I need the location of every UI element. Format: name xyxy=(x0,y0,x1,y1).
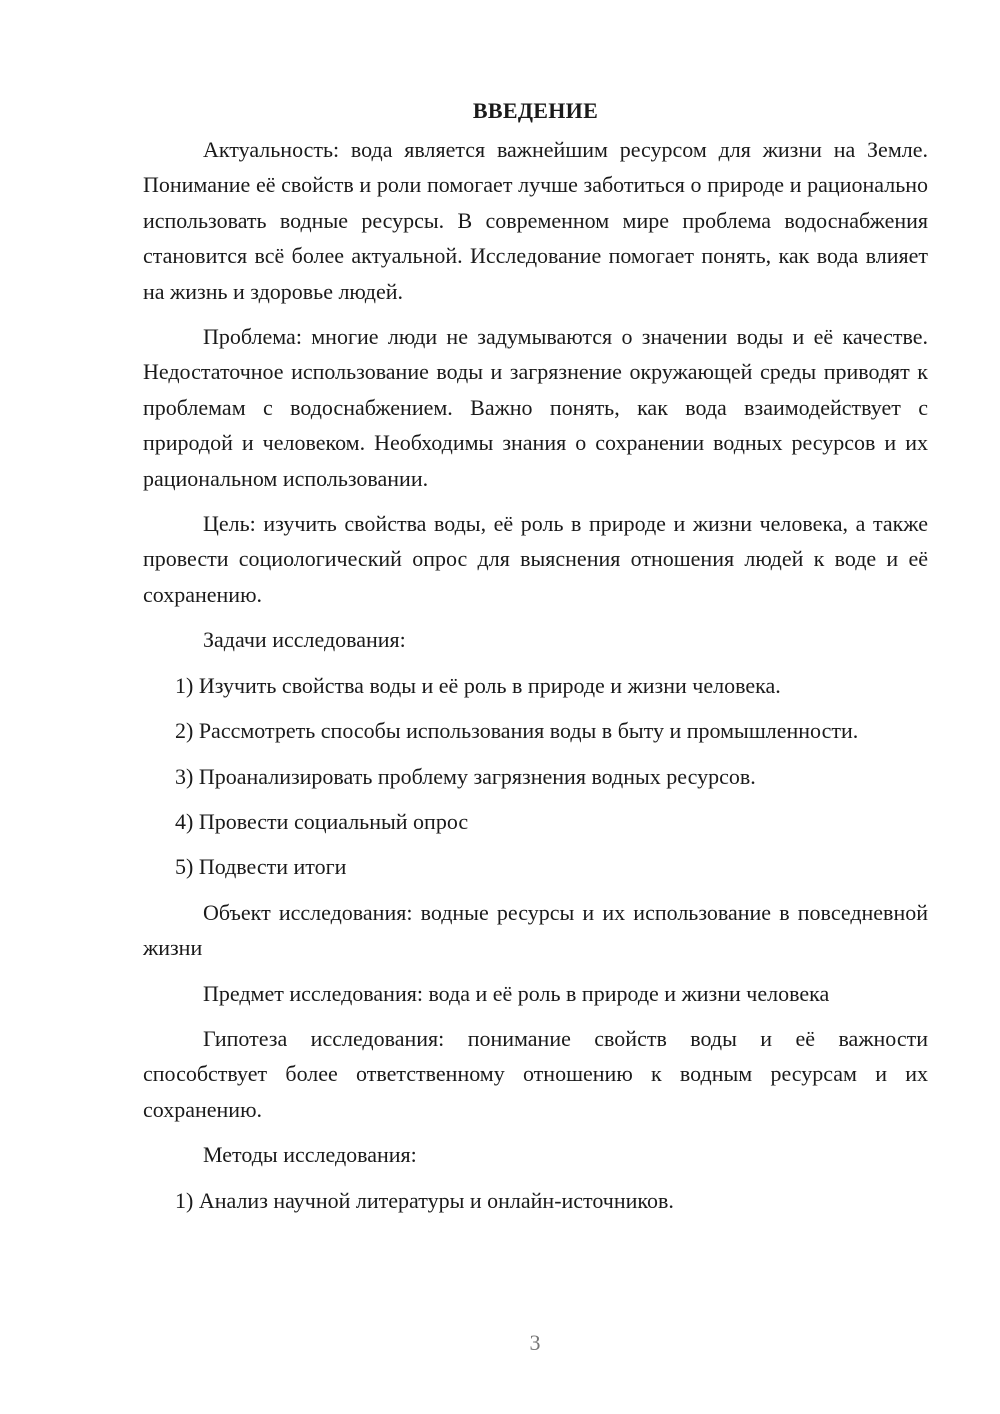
paragraph-hypothesis: Гипотеза исследования: понимание свойств воды и её важности способствует более ответственному отношению к водным ресурсам и их сохранению. xyxy=(143,1025,928,1122)
task-item-2: 2) Рассмотреть способы использования воды в быту и промышленности. xyxy=(175,718,859,744)
page-number: 3 xyxy=(529,1330,541,1355)
paragraph-problem: Проблема: многие люди не задумываются о значении воды и её качестве. Недостаточное использование воды и загрязнение окружающей среды приводят к проблемам с водоснабжением. Важно понять, как вода взаимодействует с природой и человеком. Необходимы знания о сохранении водных ресурсов и их рациональном использовании. xyxy=(143,324,928,491)
task-item-5: 5) Подвести итоги xyxy=(175,854,347,880)
methods-heading: Методы исследования: xyxy=(203,1142,417,1168)
task-item-3: 3) Проанализировать проблему загрязнения водных ресурсов. xyxy=(175,763,756,789)
paragraph-object: Объект исследования: водные ресурсы и их использование в повседневной жизни xyxy=(143,899,928,961)
paragraph-subject: Предмет исследования: вода и её роль в природе и жизни человека xyxy=(203,980,830,1006)
section-title: ВВЕДЕНИЕ xyxy=(472,98,599,123)
method-item-1: 1) Анализ научной литературы и онлайн-источников. xyxy=(175,1187,674,1213)
task-item-1: 1) Изучить свойства воды и её роль в природе и жизни человека. xyxy=(175,672,781,698)
document-page xyxy=(143,96,928,1228)
paragraph-relevance: Актуальность: вода является важнейшим ресурсом для жизни на Земле. Понимание её свойств и роли помогает лучше заботиться о природе и рационально использовать водные ресурсы. В современном мире проблема водоснабжения становится всё более актуальной. Исследование помогает понять, как вода влияет на жизнь и здоровье людей. xyxy=(143,137,928,304)
tasks-heading: Задачи исследования: xyxy=(203,627,406,653)
task-item-4: 4) Провести социальный опрос xyxy=(175,808,469,834)
paragraph-goal: Цель: изучить свойства воды, её роль в природе и жизни человека, а также провести социологический опрос для выяснения отношения людей к воде и её сохранению. xyxy=(143,511,928,607)
